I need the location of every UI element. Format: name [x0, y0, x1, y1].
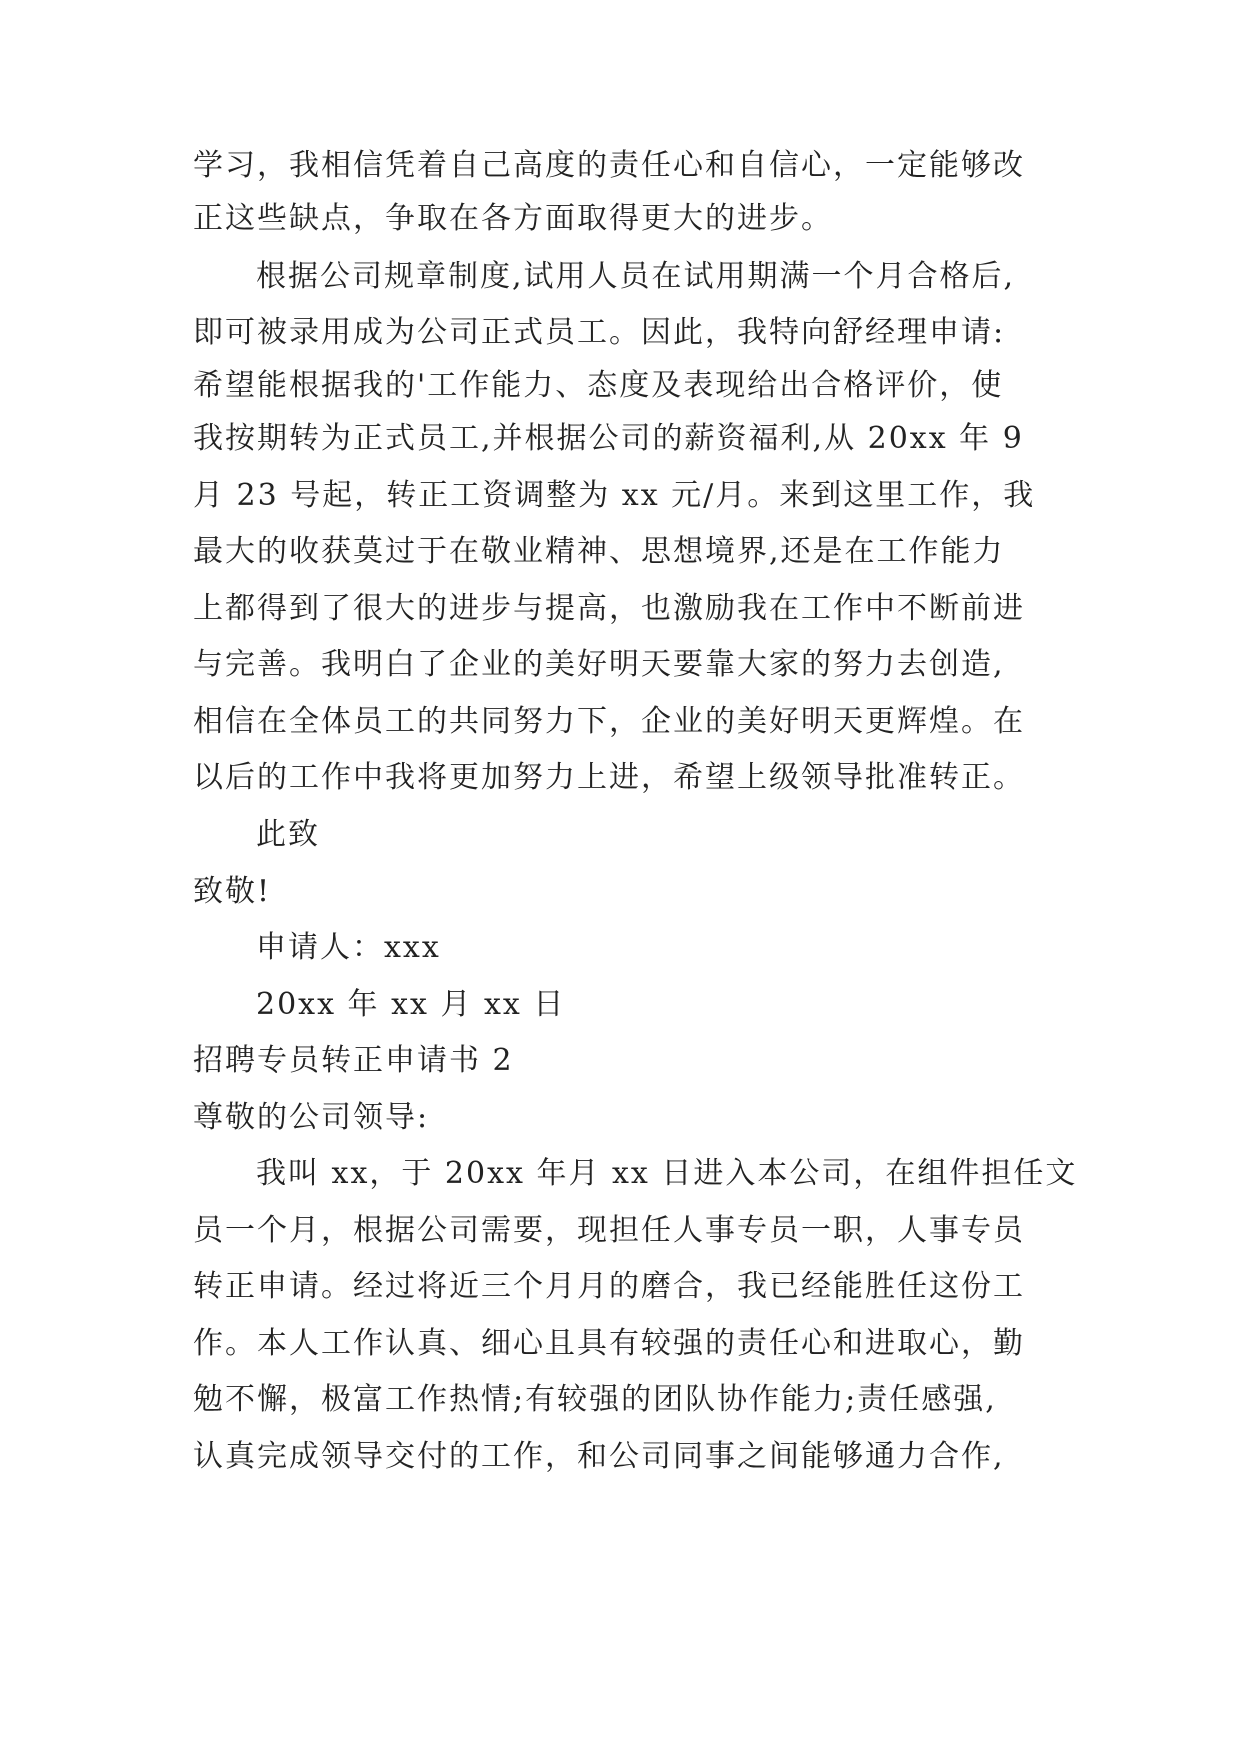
- text-line: 员一个月，根据公司需要，现担任人事专员一职，人事专员: [193, 1213, 1025, 1248]
- salutation-respect: 致敬!: [193, 874, 272, 909]
- greeting-line: 尊敬的公司领导:: [193, 1100, 430, 1135]
- section-title: 招聘专员转正申请书 2: [193, 1043, 514, 1078]
- text-line: 以后的工作中我将更加努力上进，希望上级领导批准转正。: [193, 760, 1025, 795]
- text-line: 希望能根据我的'工作能力、态度及表现给出合格评价，使: [193, 368, 1004, 403]
- text-line: 最大的收获莫过于在敬业精神、思想境界,还是在工作能力: [193, 534, 1005, 569]
- text-line: 正这些缺点，争取在各方面取得更大的进步。: [193, 201, 833, 236]
- text-line: 上都得到了很大的进步与提高，也激励我在工作中不断前进: [193, 591, 1025, 626]
- paragraph-start-line: 我叫 xx，于 20xx 年月 xx 日进入本公司，在组件担任文: [256, 1156, 1078, 1191]
- applicant-line: 申请人：xxx: [256, 930, 441, 965]
- text-line: 即可被录用成为公司正式员工。因此，我特向舒经理申请:: [193, 315, 1006, 350]
- paragraph-start-line: 根据公司规章制度,试用人员在试用期满一个月合格后,: [256, 259, 1016, 294]
- text-line: 转正申请。经过将近三个月月的磨合，我已经能胜任这份工: [193, 1269, 1025, 1304]
- text-line: 作。本人工作认真、细心且具有较强的责任心和进取心，勤: [193, 1326, 1025, 1361]
- text-line: 相信在全体员工的共同努力下，企业的美好明天更辉煌。在: [193, 704, 1025, 739]
- date-line: 20xx 年 xx 月 xx 日: [256, 987, 566, 1022]
- text-line: 我按期转为正式员工,并根据公司的薪资福利,从 20xx 年 9: [193, 421, 1024, 456]
- salutation-closing: 此致: [256, 817, 320, 852]
- text-line: 认真完成领导交付的工作，和公司同事之间能够通力合作,: [193, 1439, 1005, 1474]
- text-line: 勉不懈，极富工作热情;有较强的团队协作能力;责任感强,: [193, 1382, 997, 1417]
- text-line: 学习，我相信凭着自己高度的责任心和自信心，一定能够改: [193, 148, 1025, 183]
- text-line: 月 23 号起，转正工资调整为 xx 元/月。来到这里工作，我: [193, 478, 1036, 513]
- text-line: 与完善。我明白了企业的美好明天要靠大家的努力去创造,: [193, 647, 1005, 682]
